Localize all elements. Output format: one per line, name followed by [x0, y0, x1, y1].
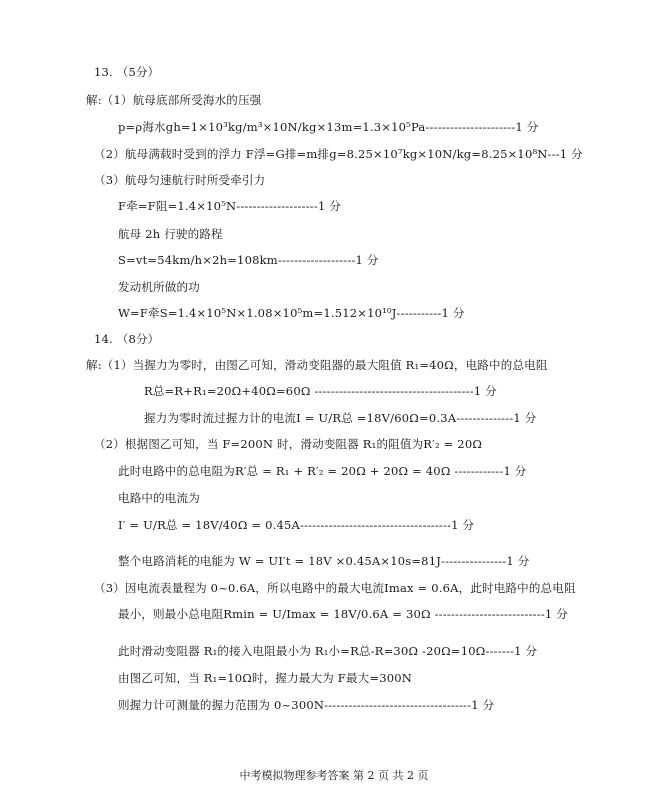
q14-header: 14. （8分）	[94, 332, 160, 346]
q13-pressure-formula: p=ρ海水gh=1×10³kg/m³×10N/kg×13m=1.3×10⁵Pa----------------------1 分	[118, 120, 539, 134]
q13-header: 13. （5分）	[94, 65, 160, 79]
q13-work-formula: W=F牵S=1.4×10⁵N×1.08×10⁵m=1.512×10¹⁰J-----------1 分	[118, 306, 465, 320]
q14-grip-range: 则握力计可测量的握力范围为 0~300N------------------------------------1 分	[118, 698, 495, 712]
q13-distance-formula: S=vt=54km/h×2h=108km-------------------1 分	[118, 253, 379, 267]
q14-energy-formula: 整个电路消耗的电能为 W = UI′t = 18V ×0.45A×10s=81J----------------1 分	[118, 554, 530, 568]
q13-buoyancy-formula: （2）航母满载时受到的浮力 F浮=G排=m排g=8.25×10⁷kg×10N/kg=8.25×10⁸N---1 分	[94, 147, 583, 161]
q13-work-label: 发动机所做的功	[118, 280, 200, 294]
q14-total-resistance: R总=R+R₁=20Ω+40Ω=60Ω ---------------------------------------1 分	[144, 384, 497, 398]
q13-part1-label: 解:（1）航母底部所受海水的压强	[86, 93, 262, 107]
q14-max-grip: 由图乙可知，当 R₁=10Ω时，握力最大为 F最大=300N	[118, 671, 413, 685]
q14-part1-label: 解:（1）当握力为零时，由图乙可知，滑动变阻器的最大阻值 R₁=40Ω，电路中的总电阻	[86, 358, 548, 372]
q14-total-resistance-2: 此时电路中的总电阻为R′总 = R₁ + R′₂ = 20Ω + 20Ω = 40Ω ------------1 分	[118, 464, 527, 478]
q14-current-zero-grip: 握力为零时流过握力计的电流I = U/R总 =18V/60Ω=0.3A--------------1 分	[144, 411, 537, 425]
q14-min-resistance: 最小，则最小总电阻Rmin = U/Imax = 18V/0.6A = 30Ω ---------------------------1 分	[118, 607, 568, 621]
q13-traction-formula: F牵=F阻=1.4×10⁵N--------------------1 分	[118, 199, 342, 213]
q14-part3-label: （3）因电流表量程为 0~0.6A，所以电路中的最大电流Imax = 0.6A，此时电路中的总电阻	[94, 581, 576, 595]
q13-distance-label: 航母 2h 行驶的路程	[118, 227, 223, 241]
q13-part3-label: （3）航母匀速航行时所受牵引力	[94, 173, 266, 187]
q14-min-rheostat: 此时滑动变阻器 R₁的接入电阻最小为 R₁小=R总-R=30Ω -20Ω=10Ω-------1 分	[118, 644, 538, 658]
q14-current-formula: I′ = U/R总 = 18V/40Ω = 0.45A-------------------------------------1 分	[118, 518, 475, 532]
q14-current-label: 电路中的电流为	[118, 491, 200, 505]
q14-part2-label: （2）根据图乙可知，当 F=200N 时，滑动变阻器 R₁的阻值为R′₂ = 20Ω	[94, 437, 483, 451]
page-footer: 中考模拟物理参考答案 第 2 页 共 2 页	[239, 769, 429, 782]
